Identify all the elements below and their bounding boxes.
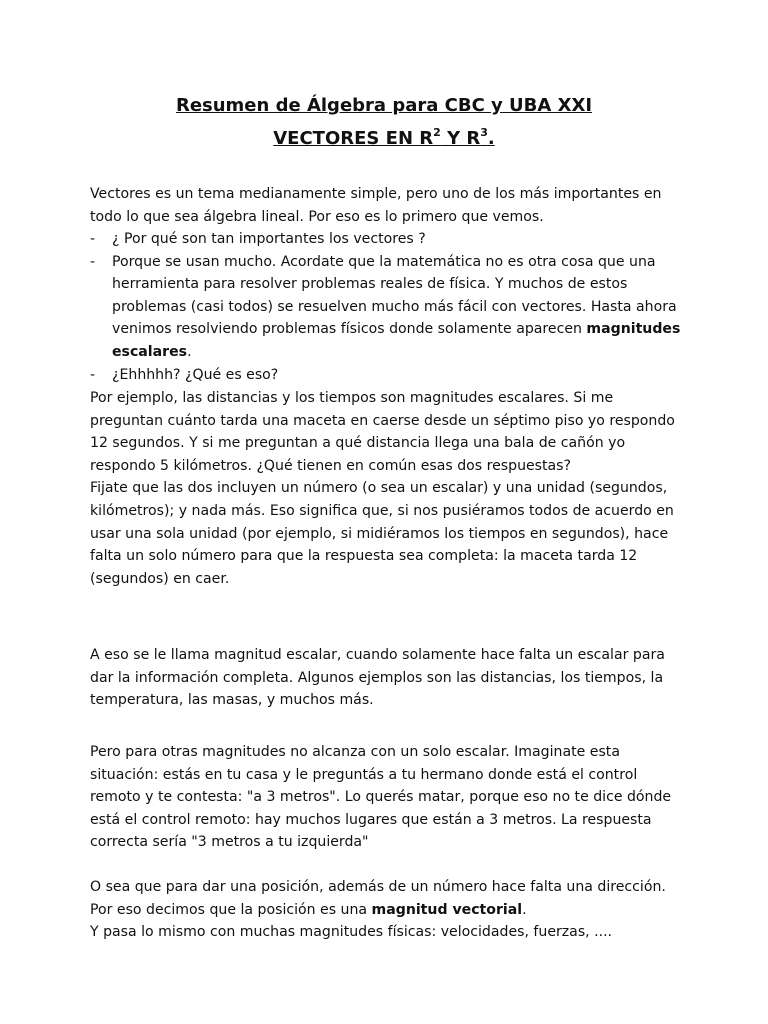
- vector-motivation-paragraph: Pero para otras magnitudes no alcanza con un solo escalar. Imaginate esta situación: estás en tu casa y le preguntás a tu hermano donde está el control remoto y te contesta: "a 3 metros". Lo querés matar, porque eso no te dice dónde está el control remoto: hay muchos lugares que están a 3 metros. La respuesta correcta sería "3 metros a tu izquierda": [90, 744, 672, 851]
- example-paragraph-b: Fijate que las dos incluyen un número (o sea un escalar) y una unidad (segundos, kilómetros); y nada más. Eso significa que, si nos pusiéramos todos de acuerdo en usar una sola unidad (por ejemplo, si midiéramos los tiempos en segundos), hace falta un solo número para que la respuesta sea completa: la maceta tarda 12 (segundos) en caer.: [90, 480, 674, 587]
- section-heading: [0, 128, 768, 150]
- heading-part2: Y R: [440, 128, 481, 149]
- bullet-text: ¿Ehhhhh? ¿Qué es eso?: [112, 366, 279, 383]
- document-title: Resumen de Álgebra para CBC y UBA XXI: [175, 95, 593, 116]
- bullet-list: [90, 228, 690, 386]
- bold-term: magnitudes escalares: [112, 321, 681, 360]
- bullet-dash: -: [90, 366, 96, 383]
- bold-term: magnitud vectorial: [371, 901, 523, 918]
- heading-part1: VECTORES EN R: [273, 128, 434, 149]
- example-paragraph: [90, 387, 690, 590]
- vector-definition-paragraph: [90, 876, 690, 944]
- list-item: [90, 251, 690, 364]
- heading-end: .: [487, 128, 495, 149]
- scalar-definition-paragraph: A eso se le llama magnitud escalar, cuando solamente hace falta un escalar para dar la información completa. Algunos ejemplos son las distancias, los tiempos, la temperatura, las masas, y muchos más.: [90, 647, 665, 709]
- list-item: [90, 364, 690, 387]
- vector-definition-text: O sea que para dar una posición, además de un número hace falta una dirección. Por eso decimos que la posición es una: [90, 879, 666, 918]
- bullet-end: .: [187, 343, 192, 360]
- bullet-dash: -: [90, 253, 96, 270]
- bullet-text: Porque se usan mucho. Acordate que la matemática no es otra cosa que una herramienta para resolver problemas reales de física. Y muchos de estos problemas (casi todos) se resuelven mucho más fácil con vectores. Hasta ahora venimos resolviendo problemas físicos donde solamente aparecen: [112, 253, 677, 338]
- heading-sup2: 3: [480, 126, 488, 139]
- vector-definition-line: [90, 876, 690, 921]
- intro-paragraph: Vectores es un tema medianamente simple, pero uno de los más importantes en todo lo que sea álgebra lineal. Por eso es lo primero que vemos.: [90, 186, 662, 225]
- vector-definition-end: .: [522, 901, 527, 918]
- example-paragraph-a: Por ejemplo, las distancias y los tiempos son magnitudes escalares. Si me preguntan cuánto tarda una maceta en caerse desde un séptimo piso yo respondo 12 segundos. Y si me preguntan a qué distancia llega una bala de cañón yo respondo 5 kilómetros. ¿Qué tienen en común esas dos respuestas?: [90, 390, 675, 474]
- list-item: [90, 228, 690, 251]
- vector-examples-line: Y pasa lo mismo con muchas magnitudes físicas: velocidades, fuerzas, ....: [90, 924, 613, 941]
- bullet-text: ¿ Por qué son tan importantes los vectores ?: [112, 231, 426, 247]
- bullet-dash: -: [90, 231, 96, 247]
- heading-sup1: 2: [433, 126, 441, 139]
